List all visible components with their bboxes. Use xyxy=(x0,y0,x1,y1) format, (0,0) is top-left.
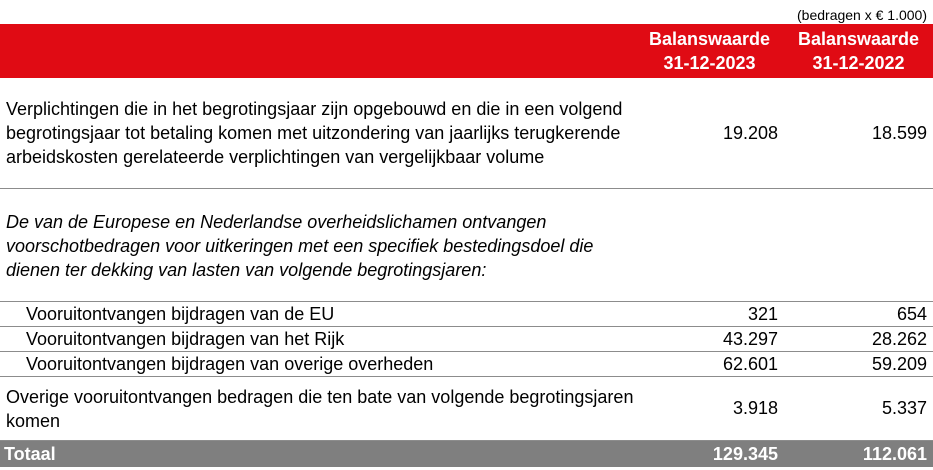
table-row xyxy=(0,327,933,352)
row-label: Vooruitontvangen bijdragen van overige overheden xyxy=(0,352,635,377)
value-2022: 18.599 xyxy=(784,78,933,189)
total-2023: 129.345 xyxy=(635,441,784,468)
value-2023: 43.297 xyxy=(635,327,784,352)
value-2023: 62.601 xyxy=(635,352,784,377)
value-2023: 321 xyxy=(635,302,784,327)
header-label-cell xyxy=(0,24,635,78)
table-row xyxy=(0,302,933,327)
header-2023-line2: 31-12-2023 xyxy=(663,53,756,73)
header-2022-line2: 31-12-2022 xyxy=(812,53,905,73)
table-row xyxy=(0,352,933,377)
header-2023-line1: Balanswaarde xyxy=(648,29,771,49)
table-row xyxy=(0,189,933,302)
total-label: Totaal xyxy=(0,441,635,468)
header-2022-line1: Balanswaarde xyxy=(797,29,920,49)
unit-note: (bedragen x € 1.000) xyxy=(797,7,927,23)
value-2022: 5.337 xyxy=(784,377,933,441)
value-2022: 28.262 xyxy=(784,327,933,352)
total-row xyxy=(0,441,933,468)
row-label: Vooruitontvangen bijdragen van de EU xyxy=(0,302,635,327)
value-2022: 59.209 xyxy=(784,352,933,377)
row-label: Overige vooruitontvangen bedragen die ten bate van volgende begrotingsjaren komen xyxy=(0,377,635,441)
value-2023: 3.918 xyxy=(635,377,784,441)
row-label: Verplichtingen die in het begrotingsjaar zijn opgebouwd en die in een volgend begrotingsjaar tot betaling komen met uitzondering van jaarlijks terugkerende arbeidskosten gerelateerde verplichtingen van vergelijkbaar volume xyxy=(0,78,635,189)
total-2022: 112.061 xyxy=(784,441,933,468)
value-2022 xyxy=(784,189,933,302)
value-2022: 654 xyxy=(784,302,933,327)
table-row xyxy=(0,377,933,441)
balance-table xyxy=(0,24,933,467)
table-row xyxy=(0,78,933,189)
row-label: Vooruitontvangen bijdragen van het Rijk xyxy=(0,327,635,352)
row-label: De van de Europese en Nederlandse overheidslichamen ontvangen voorschotbedragen voor uitkeringen met een specifiek bestedingsdoel die dienen ter dekking van lasten van volgende begrotingsjaren: xyxy=(0,189,635,302)
header-2022 xyxy=(784,24,933,78)
value-2023: 19.208 xyxy=(635,78,784,189)
header-2023 xyxy=(635,24,784,78)
value-2023 xyxy=(635,189,784,302)
table-header-row xyxy=(0,24,933,78)
